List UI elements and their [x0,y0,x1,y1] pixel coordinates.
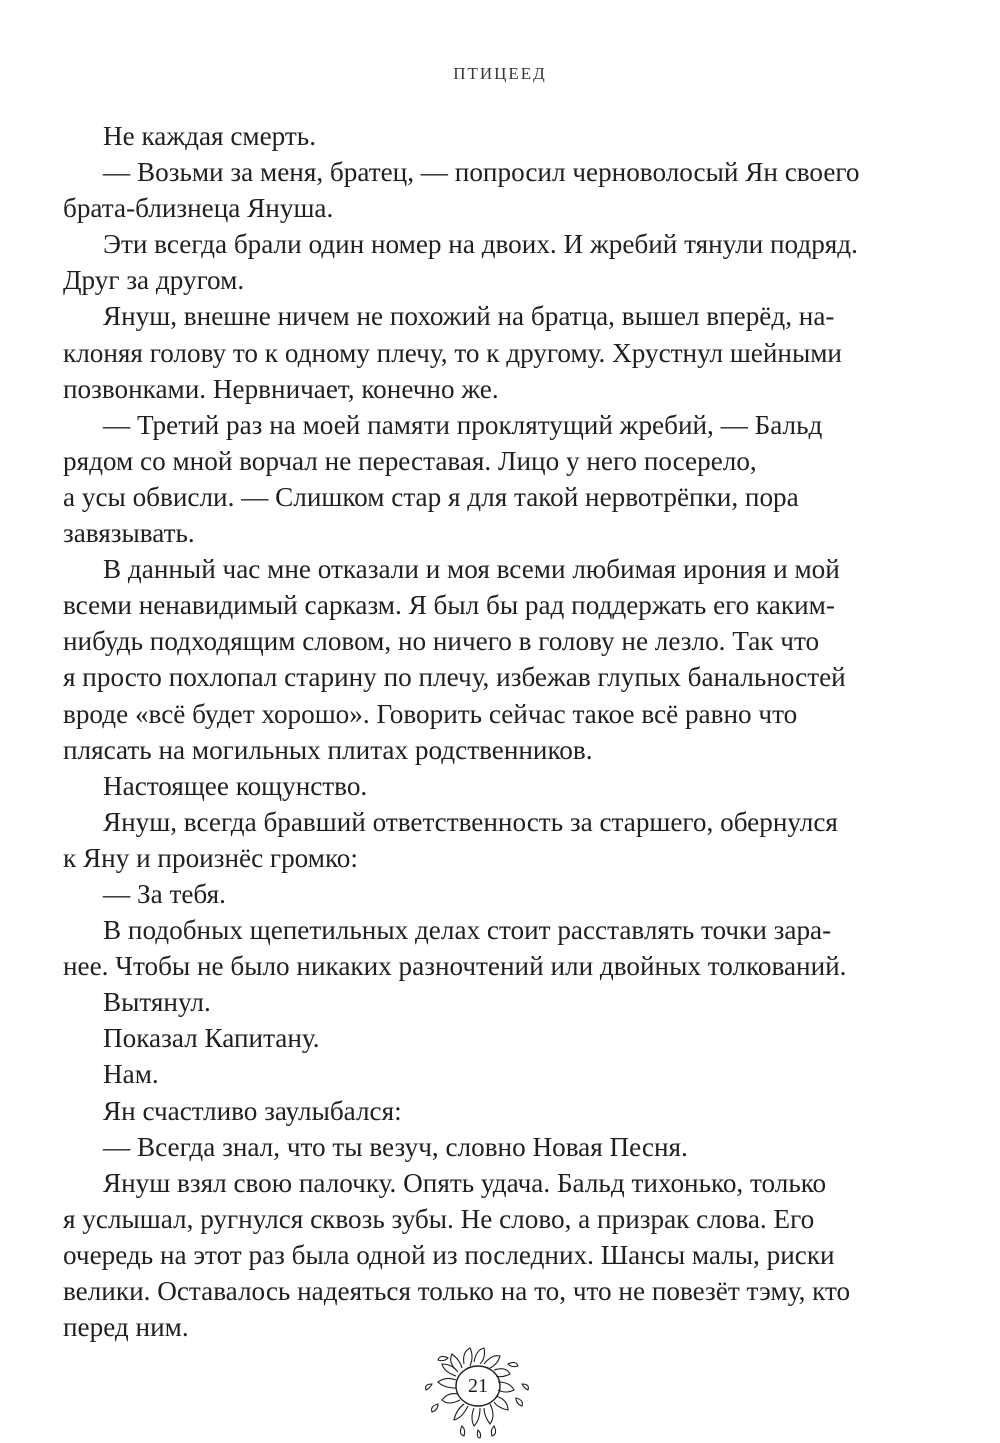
text-line: нее. Чтобы не было никаких разночтений или двойных толкований. [63,951,847,982]
text-line: Януш, всегда бравший ответственность за старшего, обернулся [103,806,838,837]
text-line: плясать на могильных плитах родственников. [63,734,593,765]
text-line: нибудь подходящим словом, но ничего в голову не лезло. Так что [63,626,820,657]
text-line: завязывать. [63,518,195,549]
text-line: Нам. [103,1059,159,1090]
text-line: В подобных щепетильных делах стоит расставлять точки зара- [103,915,832,946]
text-line: я услышал, ругнулся сквозь зубы. Не слово, а призрак слова. Его [63,1203,815,1234]
text-line: брата-близнеца Януша. [63,193,334,224]
text-line: — За тебя. [103,878,226,909]
text-line: В данный час мне отказали и моя всеми любимая ирония и мой [103,554,840,585]
text-line: — Возьми за меня, братец, — попросил черноволосый Ян своего [103,157,860,188]
text-line: Ян счастливо заулыбался: [103,1095,402,1126]
text-line: вроде «всё будет хорошо». Говорить сейчас такое всё равно что [63,698,798,729]
text-line: Друг за другом. [63,265,245,296]
text-line: всеми ненавидимый сарказм. Я был бы рад поддержать его каким- [63,590,835,621]
text-line: Настоящее кощунство. [103,770,368,801]
text-line: Не каждая смерть. [103,121,316,151]
page-number-ornament [418,1340,538,1440]
text-line: велики. Оставалось надеяться только на то, что не повезёт тэму, кто [63,1276,851,1306]
text-line: клоняя голову то к одному плечу, то к другому. Хрустнул шейными [63,337,842,368]
text-line: Януш взял свою палочку. Опять удача. Бальд тихонько, только [103,1167,827,1198]
text-line: Вытянул. [103,987,211,1018]
text-line: я просто похлопал старину по плечу, избежав глупых банальностей [63,662,846,693]
text-line: — Всегда знал, что ты везуч, словно Новая Песня. [103,1131,688,1162]
text-line: к Яну и произнёс громко: [63,842,358,873]
page-number: 21 [468,1375,488,1397]
text-line: перед ним. [63,1312,189,1343]
text-line: Эти всегда брали один номер на двоих. И жребий тянули подряд. [103,229,858,260]
text-line: очередь на этот раз была одной из последних. Шансы малы, риски [63,1239,835,1270]
running-head-title: ПТИЦЕЕД [453,64,547,83]
text-line: позвонками. Нервничает, конечно же. [63,373,499,404]
text-line: Показал Капитану. [103,1023,320,1054]
text-line: а усы обвисли. — Слишком стар я для такой нервотрёпки, пора [63,481,799,512]
text-line: — Третий раз на моей памяти проклятущий жребий, — Бальд [103,409,823,440]
text-line: Януш, внешне ничем не похожий на братца, вышел вперёд, на- [103,301,835,332]
text-line: рядом со мной ворчал не переставая. Лицо у него посерело, [63,445,757,476]
body-text [63,118,898,1345]
